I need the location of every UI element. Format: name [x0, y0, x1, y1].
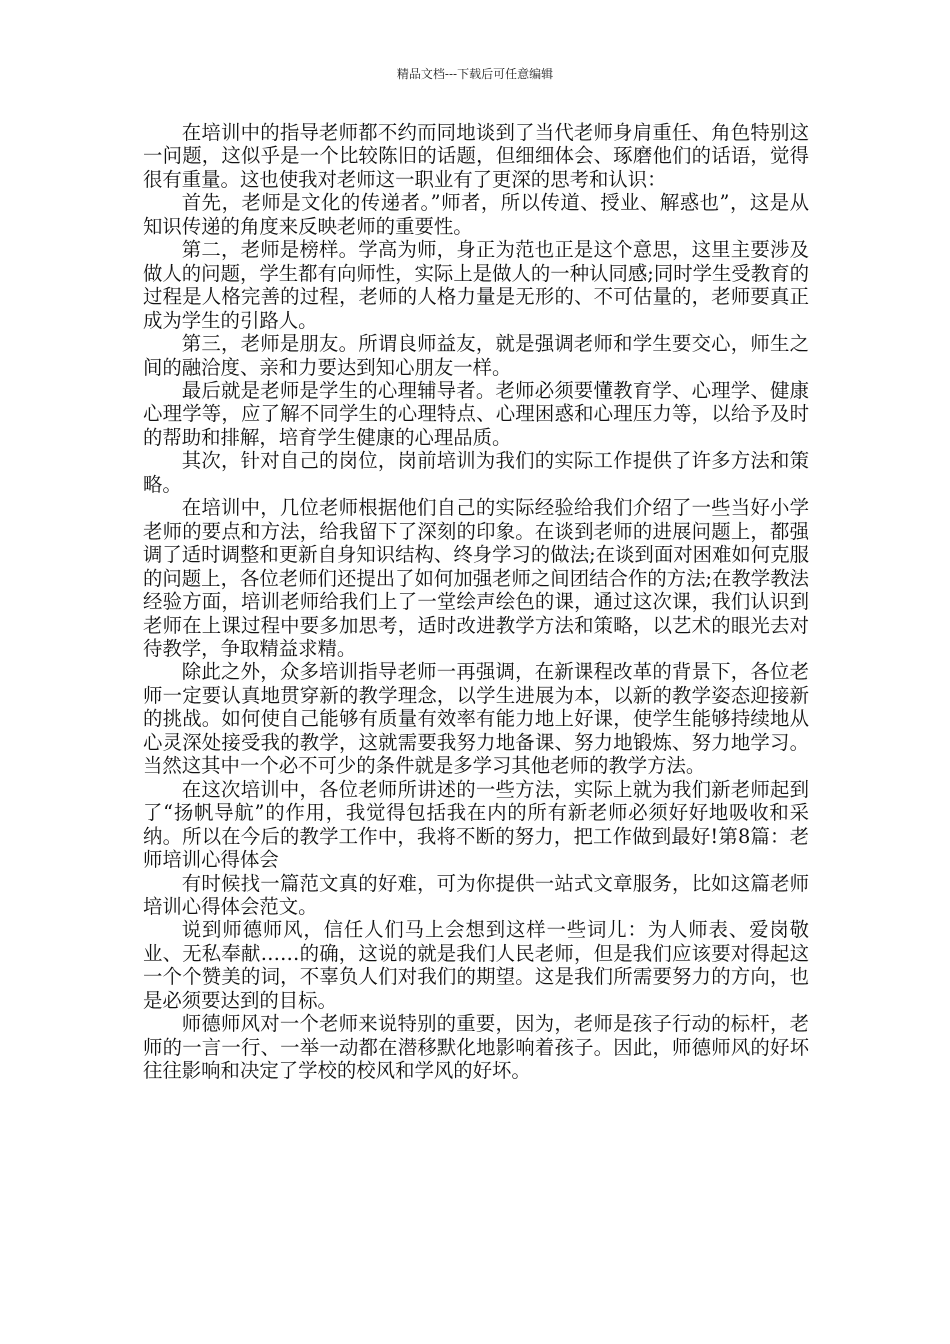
document-body	[143, 121, 809, 1083]
paragraph: 其次，针对自己的岗位，岗前培训为我们的实际工作提供了许多方法和策略。	[143, 449, 809, 496]
paragraph: 在这次培训中，各位老师所讲述的一些方法，实际上就为我们新老师起到了“扬帆导航”的作用，我觉得包括我在内的所有新老师必须好好地吸收和采纳。所以在今后的教学工作中，我将不断的努力，把工作做到最好!第8篇：老师培训心得体会	[143, 777, 809, 872]
paragraph: 首先，老师是文化的传递者。”师者，所以传道、授业、解惑也”，这是从知识传递的角度来反映老师的重要性。	[143, 191, 809, 238]
paragraph: 第三，老师是朋友。所谓良师益友，就是强调老师和学生要交心，师生之间的融洽度、亲和力要达到知心朋友一样。	[143, 332, 809, 379]
page-header: 精品文档---下载后可任意编辑	[396, 67, 554, 81]
paragraph: 在培训中，几位老师根据他们自己的实际经验给我们介绍了一些当好小学老师的要点和方法，给我留下了深刻的印象。在谈到老师的进展问题上，都强调了适时调整和更新自身知识结构、终身学习的做法;在谈到面对困难如何克服的问题上，各位老师们还提出了如何加强老师之间团结合作的方法;在教学教法经验方面，培训老师给我们上了一堂绘声绘色的课，通过这次课，我们认识到老师在上课过程中要多加思考，适时改进教学方法和策略，以艺术的眼光去对待教学，争取精益求精。	[143, 496, 809, 660]
paragraph: 说到师德师风，信任人们马上会想到这样一些词儿：为人师表、爱岗敬业、无私奉献……的确，这说的就是我们人民老师，但是我们应该要对得起这一个个赞美的词，不辜负人们对我们的期望。这是我们所需要努力的方向，也是必须要达到的目标。	[143, 918, 809, 1012]
paragraph: 师德师风对一个老师来说特别的重要，因为，老师是孩子行动的标杆，老师的一言一行、一举一动都在潜移默化地影响着孩子。因此，师德师风的好坏往往影响和决定了学校的校风和学风的好坏。	[143, 1012, 809, 1083]
paragraph: 第二，老师是榜样。学高为师，身正为范也正是这个意思，这里主要涉及做人的问题，学生都有向师性，实际上是做人的一种认同感;同时学生受教育的过程是人格完善的过程，老师的人格力量是无形的、不可估量的，老师要真正成为学生的引路人。	[143, 238, 809, 332]
paragraph: 在培训中的指导老师都不约而同地谈到了当代老师身肩重任、角色特别这一问题，这似乎是一个比较陈旧的话题，但细细体会、琢磨他们的话语，觉得很有重量。这也使我对老师这一职业有了更深的思考和认识：	[143, 121, 809, 191]
paragraph: 最后就是老师是学生的心理辅导者。老师必须要懂教育学、心理学、健康心理学等，应了解不同学生的心理特点、心理困惑和心理压力等，以给予及时的帮助和排解，培育学生健康的心理品质。	[143, 378, 809, 449]
paragraph: 除此之外，众多培训指导老师一再强调，在新课程改革的背景下，各位老师一定要认真地贯穿新的教学理念，以学生进展为本，以新的教学姿态迎接新的挑战。如何使自己能够有质量有效率有能力地上好课，使学生能够持续地从心灵深处接受我的教学，这就需要我努力地备课、努力地锻炼、努力地学习。当然这其中一个必不可少的条件就是多学习其他老师的教学方法。	[143, 660, 809, 778]
paragraph: 有时候找一篇范文真的好难，可为你提供一站式文章服务，比如这篇老师培训心得体会范文。	[143, 871, 809, 918]
